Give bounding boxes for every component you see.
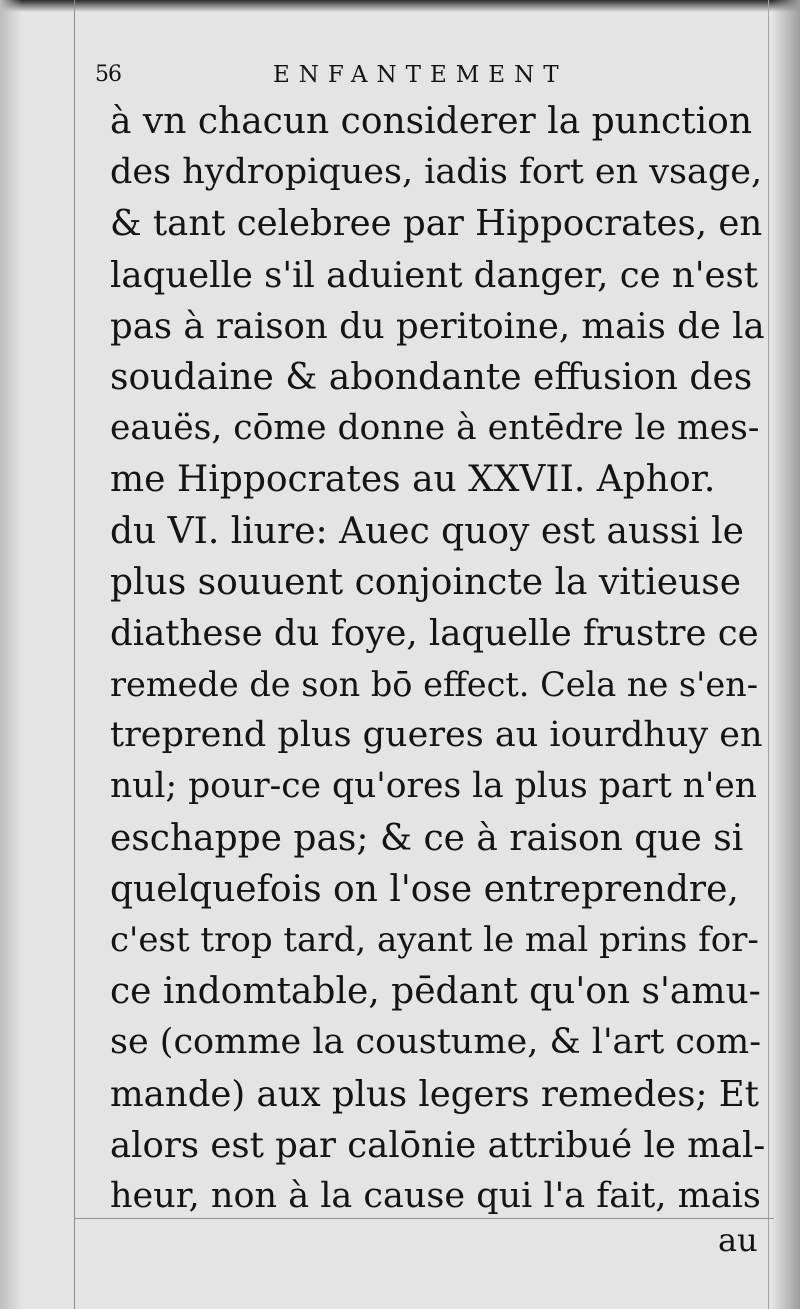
text-line: eschappe pas; & ce à raison que si	[110, 817, 744, 859]
text-line: laquelle s'il aduient danger, ce n'est	[110, 254, 759, 296]
text-line: mande) aux plus legers remedes; Et	[110, 1073, 759, 1115]
page-left-edge	[0, 0, 22, 1309]
page-top-shadow	[0, 0, 800, 12]
left-frame-line	[74, 0, 75, 1309]
text-line: ce indomtable, pēdant qu'on s'amu-	[110, 971, 761, 1013]
text-line: se (comme la coustume, & l'art com-	[110, 1022, 762, 1063]
text-line: des hydropiques, iadis fort en vsage,	[110, 152, 763, 193]
page-number: 56	[95, 62, 121, 87]
right-frame-line	[768, 0, 769, 1309]
text-line: c'est trop tard, ayant le mal prins for-	[110, 920, 759, 960]
text-line: diathese du foye, laquelle frustre ce	[110, 612, 759, 654]
text-line: treprend plus gueres au iourdhuy en	[110, 715, 763, 756]
text-line: & tant celebree par Hippocrates, en	[110, 203, 763, 245]
page-header	[95, 62, 765, 96]
text-line: nul; pour-ce qu'ores la plus part n'en	[110, 766, 758, 807]
text-line: heur, non à la cause qui l'a fait, mais	[110, 1175, 761, 1216]
text-line: pas à raison du peritoine, mais de la	[110, 305, 765, 347]
text-line: alors est par calōnie attribué le mal-	[110, 1124, 766, 1166]
body-text	[110, 96, 765, 1222]
text-line: me Hippocrates au XXVII. Aphor.	[110, 459, 716, 501]
text-line: plus souuent conjoincte la vitieuse	[110, 561, 742, 603]
running-head: ENFANTEMENT	[273, 62, 568, 88]
text-line: quelquefois on l'ose entreprendre,	[110, 868, 739, 910]
catchword: au	[718, 1221, 758, 1259]
page-right-edge	[772, 0, 800, 1309]
text-line: du VI. liure: Auec quoy est aussi le	[110, 510, 744, 552]
text-line: soudaine & abondante effusion des	[110, 356, 753, 398]
text-line: remede de son bō effect. Cela ne s'en-	[110, 665, 759, 705]
text-line: eauës, cōme donne à entēdre le mes-	[110, 408, 760, 449]
text-line: à vn chacun considerer la punction	[110, 101, 753, 142]
